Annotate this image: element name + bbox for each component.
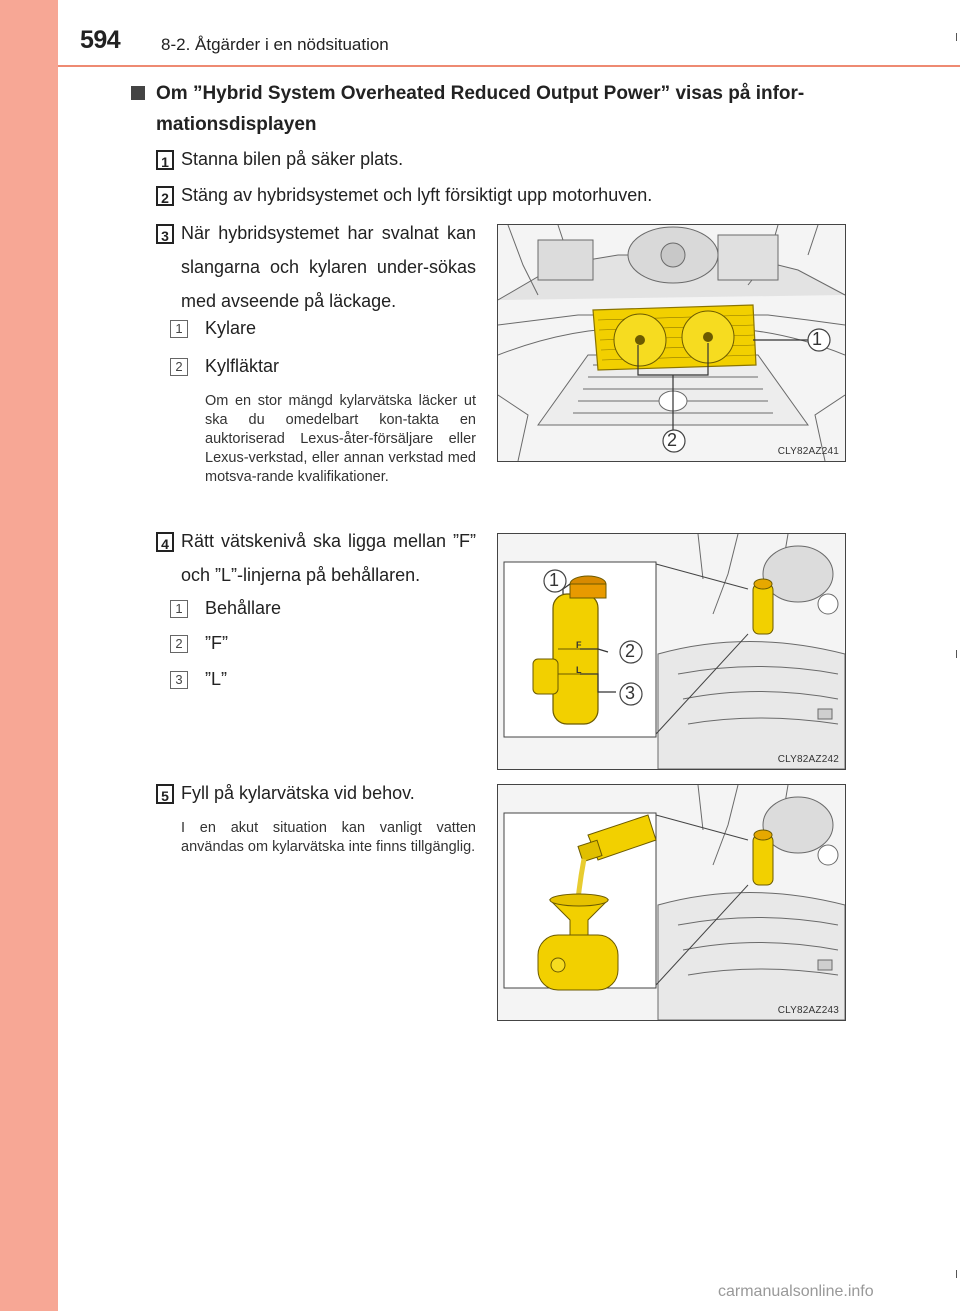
item-number: 2	[170, 358, 188, 376]
engine-bay-illustration	[498, 225, 845, 461]
figure-callout: 2	[667, 430, 678, 450]
figure-radiator	[497, 224, 846, 462]
item-label-behallare: Behållare	[205, 598, 282, 618]
item-label-f: ”F”	[205, 633, 228, 653]
item-label-kylflaktar: Kylfläktar	[205, 356, 280, 376]
page-number: 594	[80, 26, 121, 54]
crop-mark	[956, 1270, 957, 1278]
step-number-4: 4	[156, 532, 174, 552]
reservoir-mark-l: L	[576, 665, 582, 675]
reservoir-mark-f: F	[576, 640, 582, 650]
heading-bullet	[131, 86, 145, 100]
page-side-band	[0, 0, 58, 1311]
header-divider	[58, 65, 960, 67]
step-3-text: När hybridsystemet har svalnat kan slangarna och kylaren under-sökas med avseende på läckage.	[181, 223, 476, 311]
watermark: carmanualsonline.info	[718, 1283, 874, 1300]
step-number-5: 5	[156, 784, 174, 804]
refill-illustration	[498, 785, 845, 1020]
crop-mark	[956, 33, 957, 41]
crop-mark	[956, 650, 957, 658]
item-label-l: ”L”	[205, 669, 227, 689]
item-number: 1	[170, 320, 188, 338]
item-number: 1	[170, 600, 188, 618]
page-header	[58, 0, 960, 66]
figure-callout: 2	[625, 641, 636, 661]
item-label-kylare: Kylare	[205, 318, 257, 338]
section-heading: Om ”Hybrid System Overheated Reduced Output Power” visas på infor-mationsdisplayen	[156, 83, 805, 135]
figure-refill	[497, 784, 846, 1021]
section-title: 8-2. Åtgärder i en nödsituation	[161, 35, 389, 54]
figure-callout: 1	[812, 329, 823, 349]
item-number: 2	[170, 635, 188, 653]
figure-callout: 1	[549, 570, 560, 590]
figure-code: CLY82AZ243	[777, 1005, 839, 1016]
item-number: 3	[170, 671, 188, 689]
step-4-text: Rätt vätskenivå ska ligga mellan ”F” och ”L”-linjerna på behållaren.	[181, 531, 476, 585]
radiator-highlight	[593, 305, 756, 370]
step-2-text: Stäng av hybridsystemet och lyft försiktigt upp motorhuven.	[181, 185, 653, 205]
step-5-text: Fyll på kylarvätska vid behov.	[181, 783, 415, 803]
figure-reservoir	[497, 533, 846, 770]
reservoir-highlight-small	[753, 579, 773, 634]
step-5-note: I en akut situation kan vanligt vatten användas om kylarvätska inte finns tillgänglig.	[181, 820, 476, 855]
step-number-1: 1	[156, 150, 174, 170]
step-3-note: Om en stor mängd kylarvätska läcker ut ska du omedelbart kon-takta en auktoriserad Lexus-åter-försäljare eller Lexus-verkstad, eller annan verkstad med motsva-rande kvalifikationer.	[205, 393, 476, 485]
figure-callout: 3	[625, 683, 636, 703]
figure-code: CLY82AZ241	[777, 446, 839, 457]
figure-code: CLY82AZ242	[777, 754, 839, 765]
step-number-3: 3	[156, 224, 174, 244]
step-number-2: 2	[156, 186, 174, 206]
step-1-text: Stanna bilen på säker plats.	[181, 149, 404, 169]
